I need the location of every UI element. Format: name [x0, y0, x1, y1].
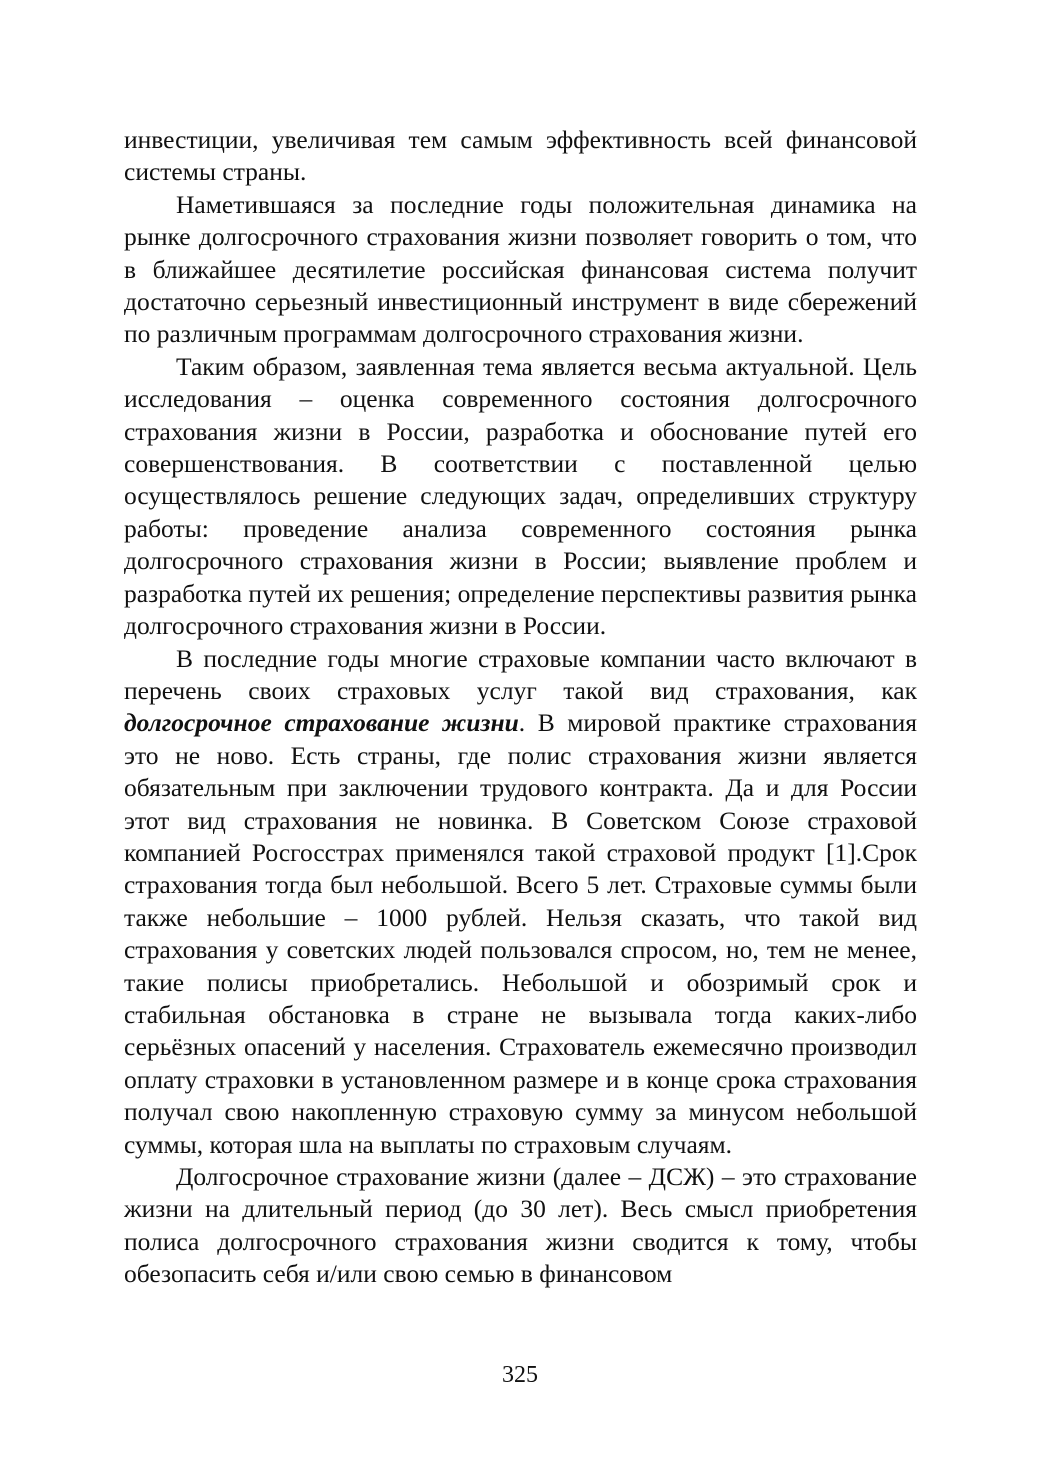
page-number: 325	[502, 1362, 538, 1388]
paragraph-1: инвестиции, увеличивая тем самым эффективность всей финансовой системы страны.	[124, 125, 917, 187]
emphasized-term: долгосрочное страхование жизни	[124, 708, 519, 738]
paragraph-2: Наметившаяся за последние годы положительная динамика на рынке долгосрочного страхования жизни позволяет говорить о том, что в ближайшее десятилетие российская финансовая система получит достаточно серьезный инвестиционный инструмент в виде сбережений по различным программам долгосрочного страхования жизни.	[124, 189, 917, 349]
paragraph-3: Таким образом, заявленная тема является весьма актуальной. Цель исследования – оценка современного состояния долгосрочного страхования жизни в России, разработка и обоснование путей его совершенствования. В соответствии с поставленной целью осуществлялось решение следующих задач, определивших структуру работы: проведение анализа современного состояния рынка долгосрочного страхования жизни в России; выявление проблем и разработка путей их решения; определение перспективы развития рынка долгосрочного страхования жизни в России.	[124, 351, 918, 641]
paragraph-4-lead: В последние годы многие страховые компании часто включают в перечень своих страховых услуг такой вид страхования, как	[124, 643, 917, 705]
paragraph-4	[124, 643, 917, 1162]
paragraph-5: Долгосрочное страхование жизни (далее – ДСЖ) – это страхование жизни на длительный период (до 30 лет). Весь смысл приобретения полиса долгосрочного страхования жизни сводится к тому, чтобы обезопасить себя и/или свою семью в финансовом	[124, 1162, 917, 1289]
document-body	[124, 124, 917, 1291]
paragraph-4-rest: . В мировой практике страхования это не ново. Есть страны, где полис страхования жизни является обязательным при заключении трудового контракта. Да и для России этот вид страхования не новинка. В Советском Союзе страховой компанией Росгосстрах применялся такой страховой продукт [1].Срок страхования тогда был небольшой. Всего 5 лет. Страховые суммы были также небольшие – 1000 рублей. Нельзя сказать, что такой вид страхования у советских людей пользовался спросом, но, тем не менее, такие полисы приобретались. Небольшой и обозримый срок и стабильная обстановка в стране не вызывала тогда каких-либо серьёзных опасений у населения. Страхователь ежемесячно производил оплату страховки в установленном размере и в конце срока страхования получал свою накопленную страховую сумму за минусом небольшой суммы, которая шла на выплаты по страховым случаям.	[124, 708, 917, 1159]
